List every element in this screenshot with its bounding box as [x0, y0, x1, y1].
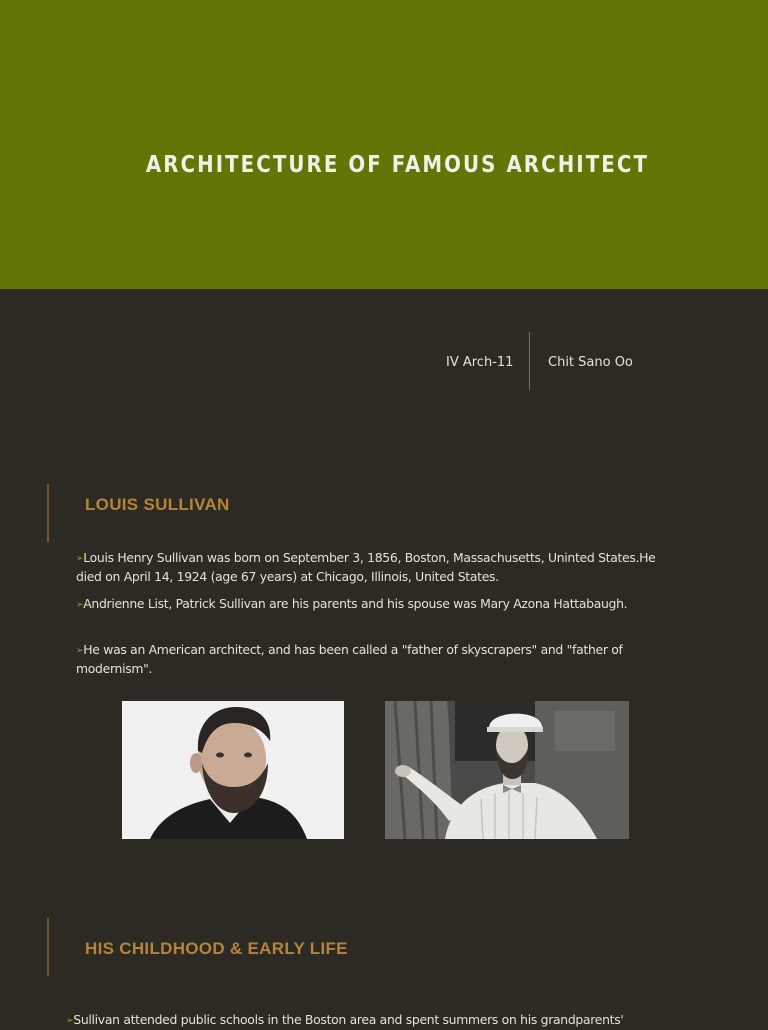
bullet-text: Andrienne List, Patrick Sullivan are his parents and his spouse was Mary Azona Hattabaugh.: [83, 596, 628, 611]
section-heading: LOUIS SULLIVAN: [85, 495, 230, 514]
arrow-bullet-icon: ➢: [76, 646, 84, 656]
bullet-text: Louis Henry Sullivan was born on September 3, 1856, Boston, Massachusetts, Uninted States.He died on April 14, 1924 (age 67 years) at Chicago, Illinois, United States.: [76, 550, 656, 584]
arrow-bullet-icon: ➢: [76, 600, 84, 610]
bullet-item: [76, 549, 676, 585]
section-rule: [47, 918, 49, 976]
bullet-item: [66, 1011, 746, 1030]
bullet-item: [76, 641, 676, 677]
portrait-photo: [122, 701, 344, 839]
arrow-bullet-icon: ➢: [66, 1016, 74, 1026]
bullet-text: He was an American architect, and has been called a "father of skyscrapers" and "father of modernism".: [76, 642, 623, 676]
bullet-item: [76, 595, 676, 614]
author-name: Chit Sano Oo: [548, 355, 633, 370]
title-band: [0, 0, 768, 289]
bullet-text: Sullivan attended public schools in the Boston area and spent summers on his grandparents': [73, 1012, 624, 1027]
outdoor-photo: [385, 701, 629, 839]
class-code: IV Arch-11: [446, 355, 514, 370]
arrow-bullet-icon: ➢: [76, 554, 84, 564]
section-heading: HIS CHILDHOOD & EARLY LIFE: [85, 939, 348, 958]
slide-title: ARCHITECTURE OF FAMOUS ARCHITECT: [145, 152, 650, 178]
section-rule: [47, 484, 49, 542]
meta-divider: [529, 332, 530, 390]
